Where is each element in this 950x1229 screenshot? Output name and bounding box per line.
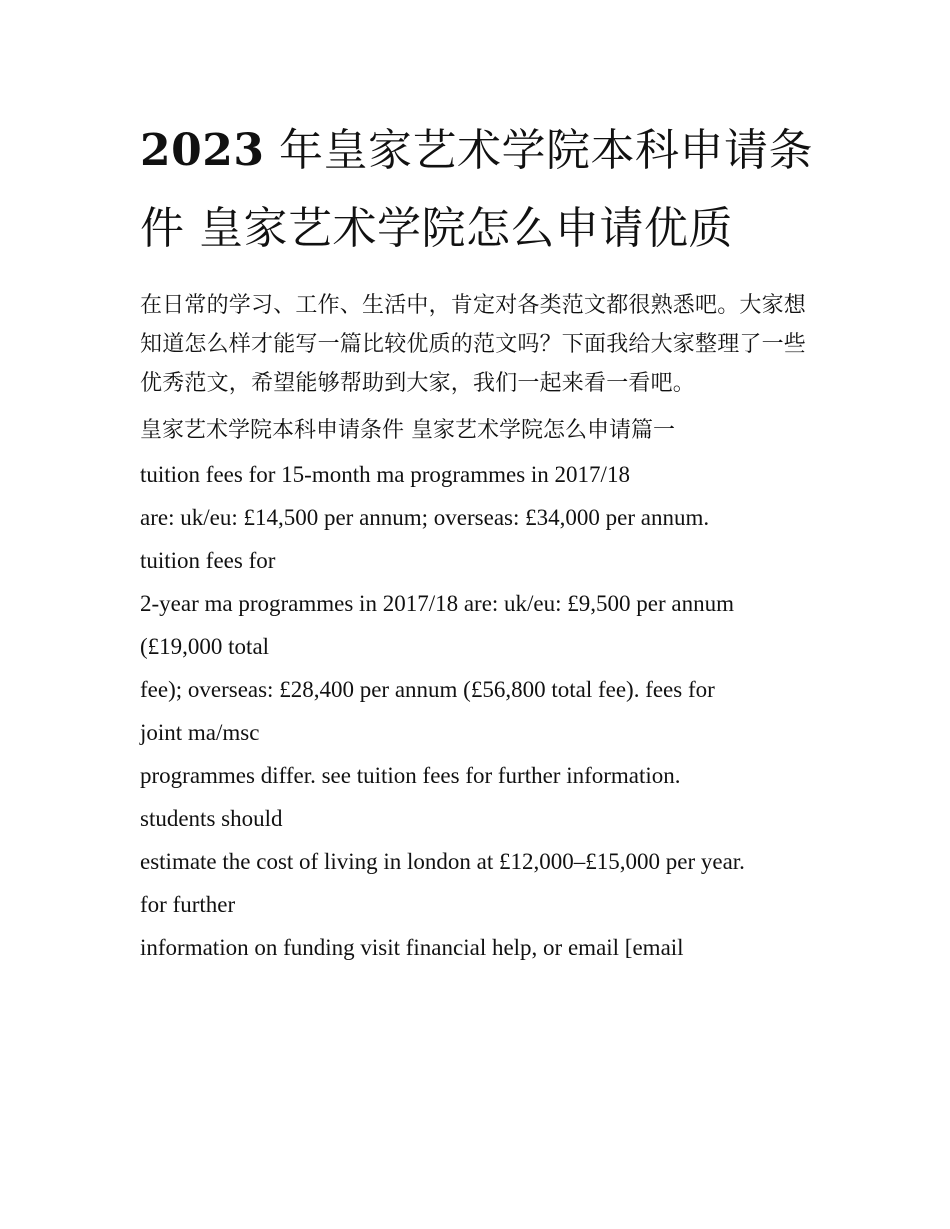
body-line: tuition fees for 15-month ma programmes in 2017/18 [140, 462, 630, 487]
body-line: estimate the cost of living in london at £12,000–£15,000 per year. [140, 849, 745, 874]
body-line: 2-year ma programmes in 2017/18 are: uk/eu: £9,500 per annum [140, 591, 735, 616]
body-line: (£19,000 total [140, 634, 270, 659]
title-year: 2023 [140, 125, 265, 176]
body-line: students should [140, 806, 283, 831]
title-text: 年皇家艺术学院本科申请条件 皇家艺术学院怎么申请优质 [140, 125, 813, 254]
body-line: information on funding visit financial help, or email [email [140, 935, 684, 960]
body-line: are: uk/eu: £14,500 per annum; overseas: £34,000 per annum. [140, 505, 710, 530]
body-line: fee); overseas: £28,400 per annum (£56,800 total fee). fees for [140, 677, 715, 702]
body-line: joint ma/msc [140, 720, 260, 745]
body-line: tuition fees for [140, 548, 276, 573]
body-line: for further [140, 892, 236, 917]
section-heading: 皇家艺术学院本科申请条件 皇家艺术学院怎么申请篇一 [140, 418, 675, 443]
document-title [140, 112, 820, 268]
body-line: programmes differ. see tuition fees for further information. [140, 763, 681, 788]
document-page [140, 112, 820, 969]
body-text [140, 453, 820, 969]
intro-paragraph: 在日常的学习、工作、生活中，肯定对各类范文都很熟悉吧。大家想知道怎么样才能写一篇比较优质的范文吗？下面我给大家整理了一些优秀范文，希望能够帮助到大家，我们一起来看一看吧。 [140, 293, 807, 396]
